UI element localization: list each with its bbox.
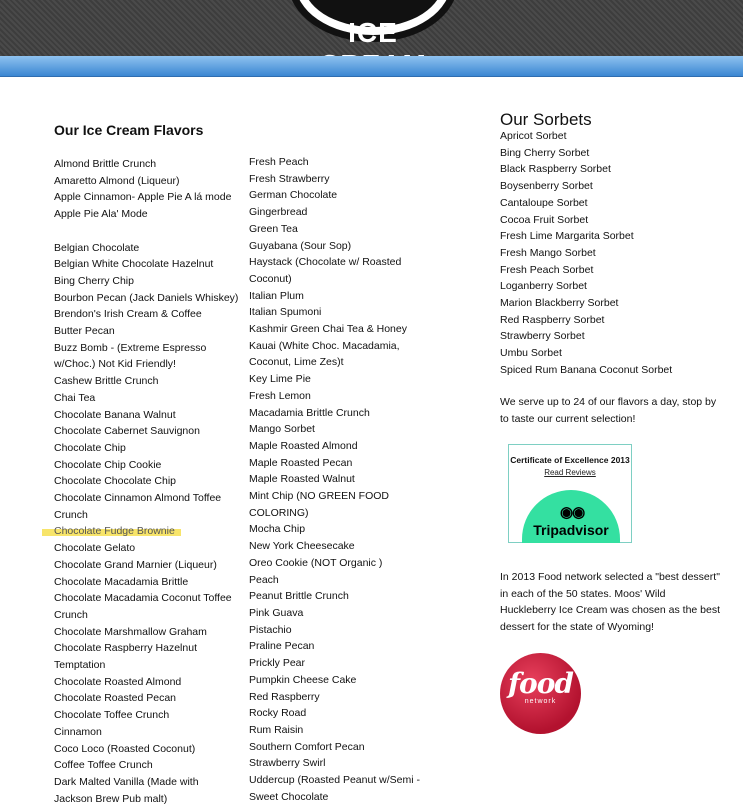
list-item: Chocolate Grand Marnier (Liqueur) (54, 558, 217, 571)
list-item: Boysenberry Sorbet (500, 180, 593, 193)
site-logo[interactable] (288, 0, 458, 48)
list-item: Mint Chip (NO GREEN FOOD (249, 490, 390, 503)
list-item: Chocolate Raspberry Hazelnut (54, 642, 197, 655)
list-item: German Chocolate (249, 189, 338, 202)
list-item: Maple Roasted Almond (249, 439, 358, 452)
list-item: Red Raspberry Sorbet (500, 313, 605, 326)
site-header (0, 0, 743, 56)
list-item: Rocky Road (249, 707, 307, 720)
list-item: Macadamia Brittle Crunch (249, 406, 370, 419)
list-item: Brendon's Irish Cream & Coffee (54, 308, 202, 321)
list-item: Apricot Sorbet (500, 130, 567, 142)
list-item: Belgian White Chocolate Hazelnut (54, 258, 214, 271)
flavor-list-column-1 (54, 156, 238, 807)
ice-cream-flavors-title: Our Ice Cream Flavors (54, 122, 204, 138)
list-item: Coconut, Lime Zes)t (249, 356, 344, 369)
list-item: Fresh Peach (249, 156, 309, 168)
list-item: Spiced Rum Banana Coconut Sorbet (500, 363, 673, 376)
list-item: Butter Pecan (54, 325, 115, 338)
list-item: Kauai (White Choc. Macadamia, (249, 339, 400, 352)
list-item: Guyabana (Sour Sop) (249, 239, 352, 252)
list-item: COLORING) (249, 506, 309, 519)
list-item: Cantaloupe Sorbet (500, 196, 588, 209)
flavor-list-column-2 (249, 154, 420, 805)
list-item: Italian Spumoni (249, 306, 322, 319)
list-item: Fresh Peach Sorbet (500, 263, 594, 276)
list-item: Oreo Cookie (NOT Organic ) (249, 556, 383, 569)
list-item: Dark Malted Vanilla (Made with (54, 776, 199, 788)
list-item: Key Lime Pie (249, 373, 311, 386)
food-network-logo[interactable] (500, 653, 581, 734)
list-item: Southern Comfort Pecan (249, 740, 365, 753)
list-item: Jackson Brew Pub malt) (54, 792, 168, 805)
food-logo-word: food (508, 667, 573, 700)
serve-text: We serve up to 24 of our flavors a day, stop by to taste our current selection! (500, 396, 717, 425)
list-item: Chocolate Chocolate Chip (54, 475, 176, 488)
list-item: Cashew Brittle Crunch (54, 375, 159, 388)
list-item: Coconut) (249, 272, 292, 285)
list-item: Cocoa Fruit Sorbet (500, 213, 589, 226)
list-item: Mango Sorbet (249, 423, 315, 436)
tripadvisor-owl-icon: ◉◉ (560, 504, 585, 521)
list-item: Apple Cinnamon- Apple Pie A lá mode (54, 191, 232, 204)
list-item: Green Tea (249, 222, 298, 235)
list-item: Loganberry Sorbet (500, 280, 587, 293)
logo-badge (303, 0, 443, 48)
sorbet-list (500, 128, 672, 379)
logo-text: ICE (348, 17, 398, 48)
list-item: Almond Brittle Crunch (54, 158, 157, 170)
list-item: Haystack (Chocolate w/ Roasted (249, 256, 402, 269)
list-item: Amaretto Almond (Liqueur) (54, 174, 180, 187)
list-item: Praline Pecan (249, 640, 315, 653)
list-item (54, 523, 238, 540)
read-reviews-link[interactable]: Read Reviews (544, 468, 596, 477)
list-item: New York Cheesecake (249, 540, 355, 553)
list-item: Italian Plum (249, 289, 304, 302)
list-item: Fresh Lemon (249, 389, 311, 402)
list-item: Peach (249, 573, 279, 586)
list-item: Fresh Lime Margarita Sorbet (500, 230, 634, 243)
list-item: Chocolate Macadamia Coconut Toffee (54, 592, 232, 605)
list-item: Bing Cherry Sorbet (500, 146, 590, 159)
list-item: Maple Roasted Walnut (249, 473, 355, 486)
list-item: Chocolate Roasted Almond (54, 675, 182, 688)
list-item: Uddercup (Roasted Peanut w/Semi - (249, 774, 420, 787)
list-item: Sweet Chocolate (249, 790, 329, 803)
list-item: Bourbon Pecan (Jack Daniels Whiskey) (54, 291, 239, 304)
list-item: w/Choc.) Not Kid Friendly! (54, 358, 176, 371)
list-item: Fresh Strawberry (249, 172, 330, 185)
tripadvisor-badge (522, 490, 620, 543)
list-item: Maple Roasted Pecan (249, 456, 353, 469)
list-item: Coffee Toffee Crunch (54, 759, 153, 772)
list-item: Strawberry Sorbet (500, 330, 585, 343)
list-item: Red Raspberry (249, 690, 320, 703)
list-item: Mocha Chip (249, 523, 306, 536)
tripadvisor-certificate[interactable] (508, 444, 632, 543)
list-item: Kashmir Green Chai Tea & Honey (249, 323, 407, 336)
sorbets-title: Our Sorbets (500, 110, 592, 129)
list-item: Chocolate Chip (54, 441, 126, 454)
certificate-title: Certificate of Excellence 2013 (510, 455, 630, 465)
list-item: Chocolate Banana Walnut (54, 408, 176, 421)
list-item: Peanut Brittle Crunch (249, 590, 349, 603)
list-item: Chocolate Chip Cookie (54, 458, 162, 471)
list-item: Marion Blackberry Sorbet (500, 297, 619, 310)
list-item: Buzz Bomb - (Extreme Espresso (54, 341, 207, 354)
list-item: Temptation (54, 659, 106, 672)
list-item: Chocolate Roasted Pecan (54, 692, 176, 705)
list-item: Prickly Pear (249, 657, 306, 670)
list-item: Apple Pie Ala' Mode (54, 208, 148, 221)
list-item: Pumpkin Cheese Cake (249, 673, 357, 686)
list-item: Pink Guava (249, 606, 304, 619)
list-item: Belgian Chocolate (54, 241, 140, 254)
list-item: Cinnamon (54, 725, 102, 738)
food-logo-sub: network (524, 698, 557, 705)
list-item: Crunch (54, 608, 88, 621)
list-item: Fresh Mango Sorbet (500, 246, 596, 259)
list-item: Chocolate Toffee Crunch (54, 709, 170, 722)
list-item: Rum Raisin (249, 723, 304, 736)
list-item: Black Raspberry Sorbet (500, 163, 611, 176)
nav-bar (0, 56, 743, 77)
list-item: Chai Tea (54, 391, 96, 404)
list-item: Gingerbread (249, 206, 308, 219)
list-item: Chocolate Marshmallow Graham (54, 625, 207, 638)
list-item: Pistachio (249, 623, 292, 636)
food-network-text: In 2013 Food network selected a "best dessert" in each of the 50 states. Moos' Wild Huckleberry Ice Cream was chosen as the best dessert for the state of Wyoming! (500, 571, 721, 634)
list-item: Crunch (54, 508, 88, 521)
list-item: Chocolate Gelato (54, 542, 136, 555)
list-item: Coco Loco (Roasted Coconut) (54, 742, 196, 755)
list-item: Strawberry Swirl (249, 757, 326, 770)
list-item: Chocolate Cabernet Sauvignon (54, 425, 200, 438)
list-item: Umbu Sorbet (500, 347, 562, 360)
highlighted-flavor: Chocolate Fudge Brownie (42, 525, 181, 537)
list-item: Chocolate Macadamia Brittle (54, 575, 189, 588)
tripadvisor-name: Tripadvisor (533, 522, 609, 538)
list-item: Chocolate Cinnamon Almond Toffee (54, 492, 222, 505)
list-spacer (54, 223, 238, 240)
list-item: Bing Cherry Chip (54, 274, 134, 287)
